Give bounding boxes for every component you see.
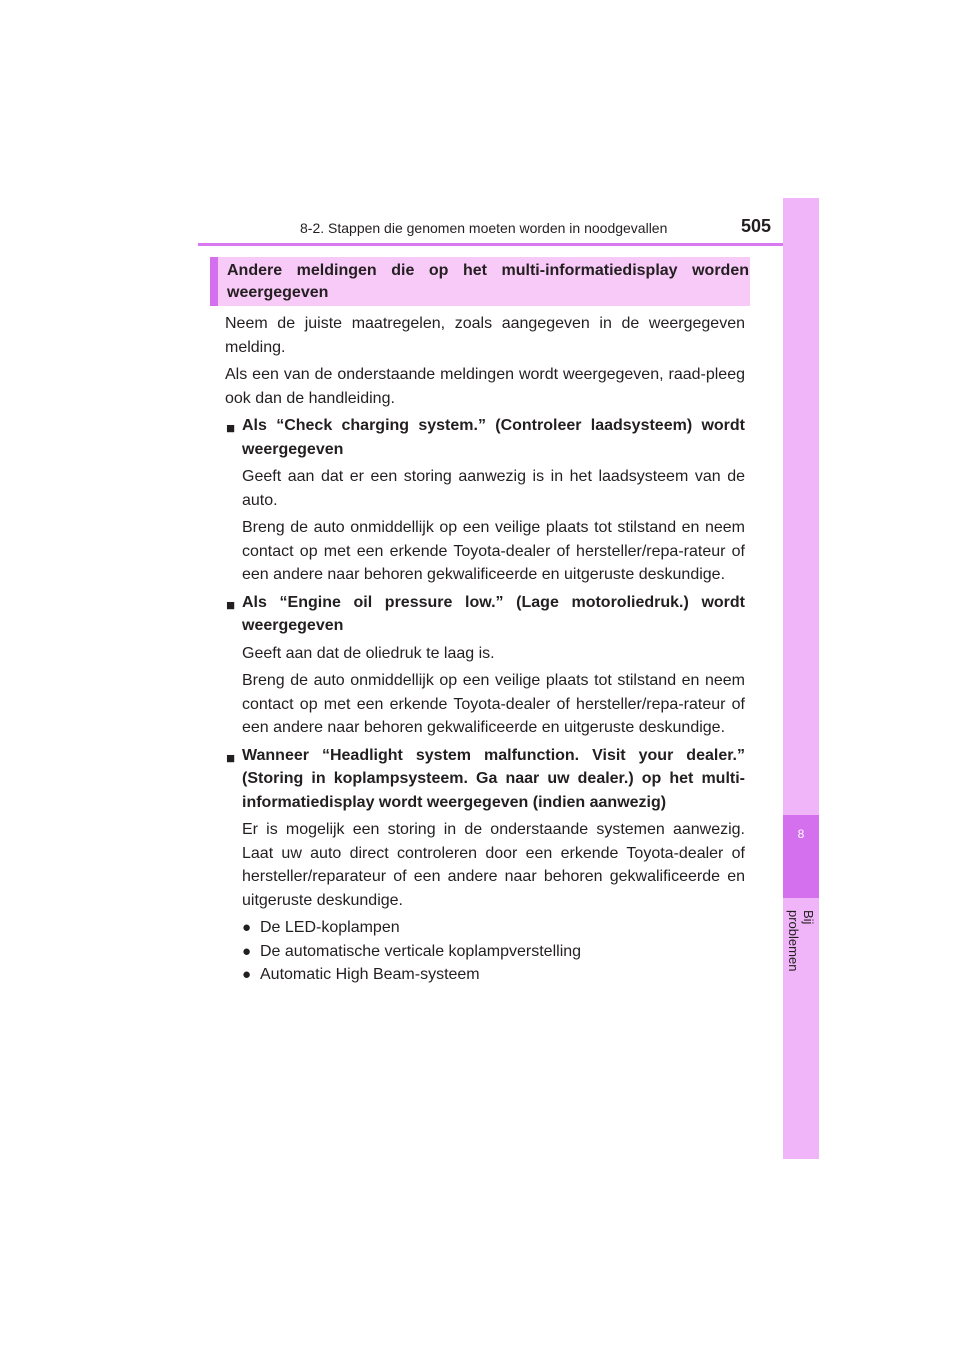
item-paragraph: Breng de auto onmiddellijk op een veilige plaats tot stilstand en neem contact op met een erkende Toyota-dealer of hersteller/repa-rateur of een andere naar behoren gekwalificeerde en uitgeruste deskundige. xyxy=(242,672,745,736)
intro-paragraph: Als een van de onderstaande meldingen wordt weergegeven, raad-pleeg ook dan de handleiding. xyxy=(225,366,745,407)
square-bullet-icon: ■ xyxy=(226,596,236,614)
circle-bullet-icon: ● xyxy=(242,966,252,983)
chapter-title: Bij problemen xyxy=(786,910,816,972)
circle-bullet-icon: ● xyxy=(242,942,252,960)
square-bullet-icon: ■ xyxy=(226,749,236,767)
item-heading-headlight: ■ Wanneer “Headlight system malfunction. Visit your dealer.” (Storing in koplampsysteem. Ga naar uw dealer.) op het multi-informatiedisplay wordt weergegeven (indien aanwezig) xyxy=(226,746,745,811)
section-header-box xyxy=(210,257,750,306)
intro-paragraph: Neem de juiste maatregelen, zoals aangegeven in de weergegeven melding. xyxy=(225,315,745,356)
page-header-title: 8-2. Stappen die genomen moeten worden in noodgevallen xyxy=(300,220,668,236)
list-item: ● Automatic High Beam-systeem xyxy=(225,963,745,987)
chapter-side-tab xyxy=(783,198,819,1159)
item-paragraph: Geeft aan dat de oliedruk te laag is. xyxy=(242,644,495,662)
list-item: ● De automatische verticale koplampverstelling xyxy=(225,940,745,964)
item-paragraph: Breng de auto onmiddellijk op een veilige plaats tot stilstand en neem contact op met een erkende Toyota-dealer of hersteller/repa-rateur of een andere naar behoren gekwalificeerde en uitgeruste deskundige. xyxy=(242,519,745,583)
section-title: Andere meldingen die op het multi-informatiedisplay worden weergegeven xyxy=(227,262,749,301)
list-item: ● De LED-koplampen xyxy=(225,916,745,940)
circle-bullet-icon: ● xyxy=(242,919,252,936)
item-paragraph: Geeft aan dat er een storing aanwezig is in het laadsysteem van de auto. xyxy=(242,468,745,509)
header-divider xyxy=(198,243,819,246)
item-heading-charging: ■ Als “Check charging system.” (Controleer laadsysteem) wordt weergegeven xyxy=(226,417,745,458)
page-content xyxy=(225,312,745,987)
square-bullet-icon: ■ xyxy=(226,420,236,437)
item-paragraph: Er is mogelijk een storing in de onderstaande systemen aanwezig. Laat uw auto direct controleren door een erkende Toyota-dealer of hersteller/reparateur of een andere naar behoren gekwalificeerde en uitgeruste deskundige. xyxy=(242,821,745,909)
page-number: 505 xyxy=(741,216,772,236)
item-heading-oil-pressure: ■ Als “Engine oil pressure low.” (Lage motoroliedruk.) wordt weergegeven xyxy=(226,593,745,634)
chapter-number: 8 xyxy=(797,827,805,841)
